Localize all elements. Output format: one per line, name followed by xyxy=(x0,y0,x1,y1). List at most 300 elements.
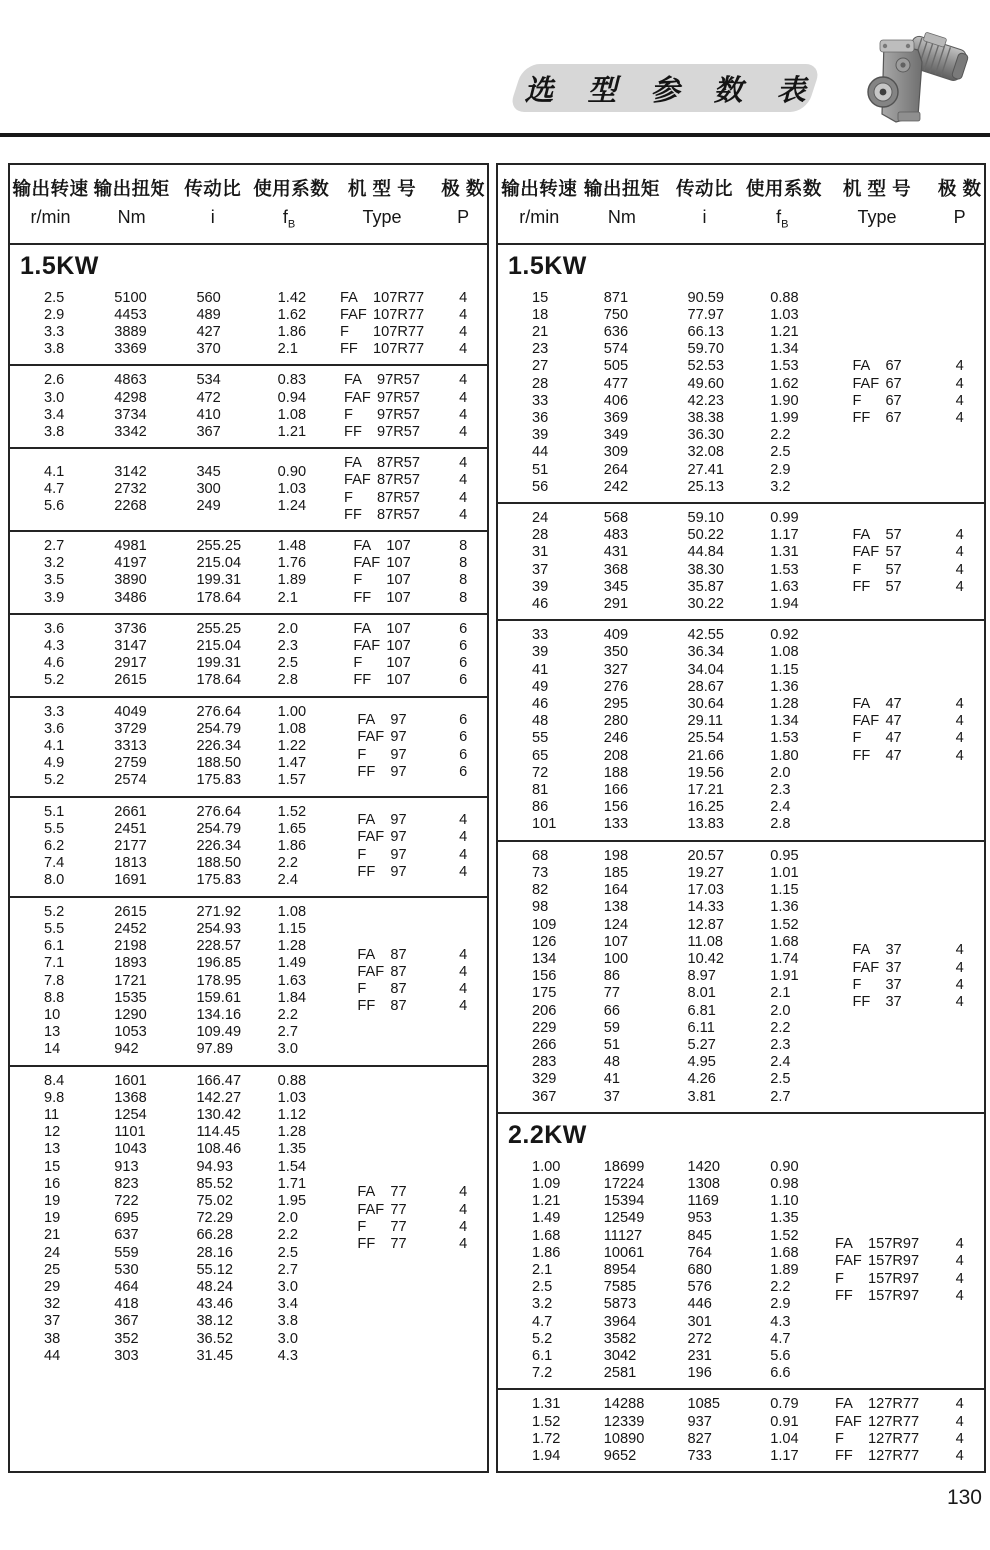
poles-value: 4 xyxy=(955,544,964,561)
type-row: FA 87 xyxy=(357,946,407,963)
poles-value: 4 xyxy=(955,578,964,595)
table-row: 206 66 6.81 2.0 xyxy=(532,1002,791,1019)
table-row: 48 280 29.11 1.34 xyxy=(532,713,799,730)
type-row: FA 107 xyxy=(353,538,411,555)
poles-value: 4 xyxy=(459,389,468,406)
type-list xyxy=(852,527,901,596)
poles-value: 6 xyxy=(459,763,468,780)
poles-value: 4 xyxy=(955,1253,964,1270)
type-row: FA 57 xyxy=(852,527,902,544)
table-row: 24 559 28.16 2.5 xyxy=(44,1244,298,1261)
table-row: 3.2 4197 215.04 1.76 xyxy=(44,555,307,572)
type-row: FAF 97 xyxy=(357,829,407,846)
column-header: 使用系数 xyxy=(253,178,330,199)
type-row: FAF 57 xyxy=(852,544,902,561)
type-column xyxy=(819,848,936,1106)
section-title: 2.2KW xyxy=(498,1112,984,1153)
type-row: FAF 107 xyxy=(353,555,411,572)
type-row: FAF 157R97 xyxy=(835,1253,920,1270)
table-row: 37 367 38.12 3.8 xyxy=(44,1313,298,1330)
poles-value: 4 xyxy=(459,829,468,846)
table-row: 5.5 2451 254.79 1.65 xyxy=(44,820,307,837)
table-row: 49 276 28.67 1.36 xyxy=(532,678,799,695)
table-row: 98 138 14.33 1.36 xyxy=(532,899,799,916)
type-list xyxy=(852,358,901,427)
table-header xyxy=(498,165,984,245)
column-header: 输出扭矩 xyxy=(583,178,660,199)
type-list xyxy=(835,1396,919,1465)
poles-value: 4 xyxy=(955,358,964,375)
table-row: 8.0 1691 175.83 2.4 xyxy=(44,872,298,889)
table-row: 31 431 44.84 1.31 xyxy=(532,544,799,561)
type-row: F 87 xyxy=(357,981,407,998)
type-row: FF 157R97 xyxy=(835,1287,920,1304)
table-row: 19 695 72.29 2.0 xyxy=(44,1210,298,1227)
column-subheader: i xyxy=(702,207,707,227)
type-row: F 107 xyxy=(353,655,411,672)
poles-column xyxy=(439,372,487,441)
poles-column xyxy=(935,510,984,613)
gear-motor-image xyxy=(856,20,978,132)
column-subheader: P xyxy=(457,207,470,227)
type-row: FF 87 xyxy=(357,998,407,1015)
poles-value: 4 xyxy=(459,1184,468,1201)
type-row: FAF 47 xyxy=(852,713,902,730)
table-header xyxy=(10,165,487,245)
poles-value: 4 xyxy=(459,1201,468,1218)
type-row: FAF 77 xyxy=(357,1201,407,1218)
type-row: FF 107R77 xyxy=(339,341,425,358)
column-header: 机 型 号 xyxy=(842,178,912,199)
type-column xyxy=(325,1073,439,1365)
type-row: FA 127R77 xyxy=(835,1396,920,1413)
poles-value: 4 xyxy=(459,998,468,1015)
type-row: FF 127R77 xyxy=(835,1447,920,1464)
table-row: 283 48 4.95 2.4 xyxy=(532,1054,791,1071)
table-row: 65 208 21.66 1.80 xyxy=(532,747,799,764)
poles-value: 4 xyxy=(955,561,964,578)
page-title: 选 型 参 数 表 xyxy=(524,74,819,107)
table-row: 55 246 25.54 1.53 xyxy=(532,730,799,747)
type-row: FF 57 xyxy=(852,578,902,595)
poles-value: 4 xyxy=(459,846,468,863)
table-row: 3.9 3486 178.64 2.1 xyxy=(44,589,298,606)
table-row: 134 100 10.42 1.74 xyxy=(532,950,799,967)
type-column xyxy=(325,704,439,790)
column-subheader: Nm xyxy=(117,207,146,227)
type-row: FF 77 xyxy=(357,1235,407,1252)
poles-value: 4 xyxy=(955,959,964,976)
type-list xyxy=(852,696,901,765)
table-row: 15 913 94.93 1.54 xyxy=(44,1158,307,1175)
data-block xyxy=(498,1388,984,1471)
type-column xyxy=(325,621,439,690)
page-number: 130 xyxy=(946,1486,982,1509)
gearbox-housing xyxy=(868,40,922,122)
poles-value: 6 xyxy=(459,746,468,763)
poles-value: 4 xyxy=(955,1430,964,1447)
table-row: 51 264 27.41 2.9 xyxy=(532,461,791,478)
type-column xyxy=(819,510,936,613)
type-row: FF 97R57 xyxy=(344,424,421,441)
poles-value: 8 xyxy=(459,572,468,589)
table-row: 33 406 42.23 1.90 xyxy=(532,392,799,409)
poles-value: 4 xyxy=(955,1447,964,1464)
type-list xyxy=(357,947,406,1016)
column-header: 传动比 xyxy=(676,178,734,199)
table-row: 2.6 4863 534 0.83 xyxy=(44,372,307,389)
type-row: FA 97 xyxy=(357,712,407,729)
poles-value: 4 xyxy=(955,696,964,713)
poles-value: 4 xyxy=(459,946,468,963)
data-block xyxy=(498,619,984,839)
table-row: 367 37 3.81 2.7 xyxy=(532,1088,791,1105)
table-row: 5.2 2615 271.92 1.08 xyxy=(44,903,307,920)
table-row: 14 942 97.89 3.0 xyxy=(44,1041,298,1058)
table-row: 2.5 5100 560 1.42 xyxy=(44,289,307,306)
poles-value: 4 xyxy=(955,375,964,392)
data-block xyxy=(10,696,487,796)
column-subheader: r/min xyxy=(30,207,71,227)
type-row: F 157R97 xyxy=(835,1270,920,1287)
poles-column xyxy=(439,290,487,359)
table-row: 24 568 59.10 0.99 xyxy=(532,510,799,527)
poles-value: 4 xyxy=(955,1413,964,1430)
poles-value: 4 xyxy=(459,289,468,306)
table-row: 36 369 38.38 1.99 xyxy=(532,410,799,427)
type-row: FA 77 xyxy=(357,1184,407,1201)
header-row-units xyxy=(10,207,487,231)
type-list xyxy=(344,372,420,441)
table-row: 56 242 25.13 3.2 xyxy=(532,478,791,495)
poles-value: 6 xyxy=(459,655,468,672)
poles-value: 4 xyxy=(459,489,468,506)
poles-value: 4 xyxy=(459,372,468,389)
type-row: F 107R77 xyxy=(339,324,425,340)
table-row: 266 51 5.27 2.3 xyxy=(532,1036,791,1053)
type-row: FF 67 xyxy=(852,410,902,427)
column-header: 输出转速 xyxy=(501,178,578,199)
poles-value: 4 xyxy=(459,472,468,489)
type-row: FAF 87R57 xyxy=(344,472,421,489)
table-row: 27 505 52.53 1.53 xyxy=(532,358,799,375)
poles-column xyxy=(935,848,984,1106)
poles-value: 4 xyxy=(955,410,964,427)
table-row: 73 185 19.27 1.01 xyxy=(532,864,799,881)
column-subheader: P xyxy=(953,207,966,227)
poles-column xyxy=(935,1396,984,1465)
header-divider xyxy=(0,133,990,137)
poles-value: 4 xyxy=(955,976,964,993)
type-row: F 97 xyxy=(357,846,407,863)
section-title: 1.5KW xyxy=(20,251,99,280)
data-block xyxy=(498,284,984,502)
table-row: 3.8 3369 370 2.1 xyxy=(44,341,298,358)
type-list xyxy=(353,538,410,607)
type-list xyxy=(353,621,410,690)
table-row: 21 636 66.13 1.21 xyxy=(532,324,799,340)
table-row: 4.1 3142 345 0.90 xyxy=(44,463,307,480)
type-row: FAF 127R77 xyxy=(835,1413,920,1430)
header-row-zh xyxy=(10,175,487,201)
type-row: F 127R77 xyxy=(835,1430,920,1447)
type-row: FA 107 xyxy=(353,620,411,637)
data-block xyxy=(10,530,487,613)
poles-value: 4 xyxy=(955,527,964,544)
selection-parameter-tables xyxy=(8,163,986,1473)
type-row: FAF 97 xyxy=(357,729,407,746)
poles-value: 4 xyxy=(459,306,468,323)
table-row: 28 483 50.22 1.17 xyxy=(532,527,799,544)
poles-value: 4 xyxy=(459,406,468,423)
type-row: FA 67 xyxy=(852,358,902,375)
table-row: 5.1 2661 276.64 1.52 xyxy=(44,803,307,820)
poles-column xyxy=(439,1073,487,1365)
table-row: 10 1290 134.16 2.2 xyxy=(44,1006,298,1023)
poles-value: 4 xyxy=(955,1287,964,1304)
poles-value: 4 xyxy=(459,963,468,980)
table-row: 8.8 1535 159.61 1.84 xyxy=(44,989,307,1006)
poles-value: 8 xyxy=(459,589,468,606)
data-block xyxy=(10,1065,487,1472)
table-row: 6.2 2177 226.34 1.86 xyxy=(44,838,307,855)
type-row: F 47 xyxy=(852,730,902,747)
type-row: FF 107 xyxy=(353,589,411,606)
table-row: 33 409 42.55 0.92 xyxy=(532,627,799,644)
poles-value: 4 xyxy=(955,1270,964,1287)
table-row: 39 350 36.34 1.08 xyxy=(532,644,799,661)
type-column xyxy=(819,627,936,833)
table-row: 8.4 1601 166.47 0.88 xyxy=(44,1072,307,1089)
header-row-units xyxy=(498,207,984,231)
poles-value: 8 xyxy=(459,555,468,572)
poles-value: 4 xyxy=(459,981,468,998)
table-row: 7.1 1893 196.85 1.49 xyxy=(44,955,307,972)
poles-value: 4 xyxy=(955,392,964,409)
poles-value: 4 xyxy=(459,812,468,829)
data-block xyxy=(10,284,487,365)
table-row: 41 327 34.04 1.15 xyxy=(532,661,799,678)
type-row: FA 107R77 xyxy=(339,289,425,306)
poles-value: 4 xyxy=(459,324,468,340)
table-row: 1.52 12339 937 0.91 xyxy=(532,1413,799,1430)
type-row: FAF 107 xyxy=(353,638,411,655)
poles-column xyxy=(439,804,487,890)
type-row: FA 97R57 xyxy=(344,372,421,389)
table-row: 32 418 43.46 3.4 xyxy=(44,1296,298,1313)
table-row: 3.2 5873 446 2.9 xyxy=(532,1296,791,1313)
type-list xyxy=(344,455,420,524)
table-row: 44 303 31.45 4.3 xyxy=(44,1347,298,1364)
table-row: 1.49 12549 953 1.35 xyxy=(532,1210,799,1227)
table-row: 2.7 4981 255.25 1.48 xyxy=(44,538,307,555)
data-block xyxy=(10,364,487,447)
poles-value: 4 xyxy=(459,506,468,523)
type-row: F 107 xyxy=(353,572,411,589)
table-row: 2.5 7585 576 2.2 xyxy=(532,1279,791,1296)
table-row: 9.8 1368 142.27 1.03 xyxy=(44,1089,307,1106)
table-row: 5.2 2615 178.64 2.8 xyxy=(44,672,298,689)
table-row: 1.86 10061 764 1.68 xyxy=(532,1244,799,1261)
table-row: 6.1 2198 228.57 1.28 xyxy=(44,938,307,955)
table-row: 1.31 14288 1085 0.79 xyxy=(532,1396,799,1413)
poles-value: 4 xyxy=(459,1235,468,1252)
type-list xyxy=(357,1184,406,1253)
type-column xyxy=(325,455,439,524)
table-row: 5.2 2574 175.83 1.57 xyxy=(44,772,307,789)
table-row: 126 107 11.08 1.68 xyxy=(532,933,799,950)
table-row: 7.8 1721 178.95 1.63 xyxy=(44,972,307,989)
table-row: 3.5 3890 199.31 1.89 xyxy=(44,572,307,589)
table-row: 175 77 8.01 2.1 xyxy=(532,985,791,1002)
poles-value: 6 xyxy=(459,620,468,637)
data-block xyxy=(498,840,984,1112)
header-row-zh xyxy=(498,175,984,201)
poles-value: 4 xyxy=(459,341,468,358)
table-row: 11 1254 130.42 1.12 xyxy=(44,1106,307,1123)
table-row: 13 1043 108.46 1.35 xyxy=(44,1141,307,1158)
type-row: FA 97 xyxy=(357,812,407,829)
type-row: F 37 xyxy=(852,976,902,993)
column-subheader: Type xyxy=(857,207,897,227)
table-row: 23 574 59.70 1.34 xyxy=(532,341,799,358)
table-row: 5.2 3582 272 4.7 xyxy=(532,1330,791,1347)
type-row: FAF 37 xyxy=(852,959,902,976)
table-row: 4.1 3313 226.34 1.22 xyxy=(44,738,307,755)
type-row: F 87R57 xyxy=(344,489,421,506)
data-block xyxy=(10,796,487,896)
table-row: 28 477 49.60 1.62 xyxy=(532,375,799,392)
column-subheader: $f_B$ xyxy=(282,207,296,231)
table-row: 5.6 2268 249 1.24 xyxy=(44,498,307,515)
column-header: 极 数 xyxy=(937,178,982,199)
type-list xyxy=(357,712,406,781)
poles-column xyxy=(439,704,487,790)
data-block xyxy=(10,447,487,530)
poles-value: 4 xyxy=(459,424,468,441)
table-row: 1.68 11127 845 1.52 xyxy=(532,1227,799,1244)
table-row: 19 722 75.02 1.95 xyxy=(44,1192,307,1209)
table-row: 39 349 36.30 2.2 xyxy=(532,427,791,444)
table-row: 1.72 10890 827 1.04 xyxy=(532,1430,799,1447)
table-row: 3.6 3736 255.25 2.0 xyxy=(44,620,298,637)
table-row: 29 464 48.24 3.0 xyxy=(44,1278,298,1295)
type-row: F 57 xyxy=(852,561,902,578)
table-row: 4.6 2917 199.31 2.5 xyxy=(44,655,298,672)
type-column xyxy=(325,804,439,890)
table-row: 3.8 3342 367 1.21 xyxy=(44,424,307,441)
poles-value: 4 xyxy=(955,942,964,959)
type-column xyxy=(325,538,439,607)
table-row: 4.3 3147 215.04 2.3 xyxy=(44,638,298,655)
poles-value: 4 xyxy=(955,1236,964,1253)
section-title: 1.5KW xyxy=(508,251,587,280)
table-row: 37 368 38.30 1.53 xyxy=(532,561,799,578)
table-row: 68 198 20.57 0.95 xyxy=(532,847,799,864)
table-row: 3.6 3729 254.79 1.08 xyxy=(44,720,307,737)
poles-value: 4 xyxy=(955,993,964,1010)
table-row: 3.3 4049 276.64 1.00 xyxy=(44,703,307,720)
table-row: 82 164 17.03 1.15 xyxy=(532,882,799,899)
type-row: F 67 xyxy=(852,392,902,409)
type-row: FF 87R57 xyxy=(344,506,421,523)
poles-column xyxy=(935,1159,984,1383)
type-row: FAF 97R57 xyxy=(344,389,421,406)
table-row: 21 637 66.28 2.2 xyxy=(44,1227,298,1244)
column-header: 机 型 号 xyxy=(347,178,417,199)
table-row: 229 59 6.11 2.2 xyxy=(532,1019,791,1036)
table-row: 46 291 30.22 1.94 xyxy=(532,596,799,613)
table-row: 1.94 9652 733 1.17 xyxy=(532,1447,799,1464)
poles-value: 6 xyxy=(459,729,468,746)
table-row: 2.9 4453 489 1.62 xyxy=(44,306,307,323)
type-column xyxy=(325,372,439,441)
type-row: FAF 107R77 xyxy=(339,306,425,323)
type-row: FF 37 xyxy=(852,993,902,1010)
column-header: 输出转速 xyxy=(12,178,89,199)
poles-value: 6 xyxy=(459,712,468,729)
table-row: 5.5 2452 254.93 1.15 xyxy=(44,920,307,937)
table-row: 109 124 12.87 1.52 xyxy=(532,916,799,933)
type-row: F 77 xyxy=(357,1218,407,1235)
poles-value: 6 xyxy=(459,672,468,689)
type-column xyxy=(325,904,439,1059)
type-row: FA 47 xyxy=(852,696,902,713)
column-subheader: $f_B$ xyxy=(776,207,789,231)
type-row: FAF 87 xyxy=(357,963,407,980)
poles-column xyxy=(439,538,487,607)
table-row: 3.3 3889 427 1.86 xyxy=(44,324,307,340)
table-row: 39 345 35.87 1.63 xyxy=(532,578,799,595)
data-block xyxy=(498,502,984,619)
poles-value: 8 xyxy=(459,538,468,555)
column-subheader: Nm xyxy=(607,207,636,227)
type-row: FF 47 xyxy=(852,747,902,764)
table-row: 4.7 2732 300 1.03 xyxy=(44,481,307,498)
table-row: 72 188 19.56 2.0 xyxy=(532,764,791,781)
table-row: 329 41 4.26 2.5 xyxy=(532,1071,791,1088)
poles-column xyxy=(439,621,487,690)
type-column xyxy=(819,1396,936,1465)
table-row: 2.1 8954 680 1.89 xyxy=(532,1261,799,1278)
type-row: FA 157R97 xyxy=(835,1236,920,1253)
poles-column xyxy=(439,455,487,524)
type-column xyxy=(819,290,936,496)
table-row: 13 1053 109.49 2.7 xyxy=(44,1024,298,1041)
type-list xyxy=(357,812,406,881)
table-row: 156 86 8.97 1.91 xyxy=(532,968,799,985)
poles-value: 4 xyxy=(955,730,964,747)
table-row: 1.00 18699 1420 0.90 xyxy=(532,1158,799,1175)
poles-value: 6 xyxy=(459,638,468,655)
table-row: 25 530 55.12 2.7 xyxy=(44,1261,298,1278)
type-list xyxy=(852,942,901,1011)
column-header: 传动比 xyxy=(184,178,242,199)
table-row: 12 1101 114.45 1.28 xyxy=(44,1124,307,1141)
poles-value: 4 xyxy=(459,455,468,472)
type-column xyxy=(325,290,439,359)
table-row: 86 156 16.25 2.4 xyxy=(532,799,791,816)
type-row: FF 97 xyxy=(357,863,407,880)
poles-column xyxy=(935,290,984,496)
table-row: 3.4 3734 410 1.08 xyxy=(44,406,307,423)
poles-column xyxy=(935,627,984,833)
column-subheader: Type xyxy=(362,207,402,227)
poles-value: 4 xyxy=(459,1218,468,1235)
table-row: 4.7 3964 301 4.3 xyxy=(532,1313,791,1330)
table-row: 1.21 15394 1169 1.10 xyxy=(532,1193,799,1210)
column-header: 输出扭矩 xyxy=(93,178,170,199)
